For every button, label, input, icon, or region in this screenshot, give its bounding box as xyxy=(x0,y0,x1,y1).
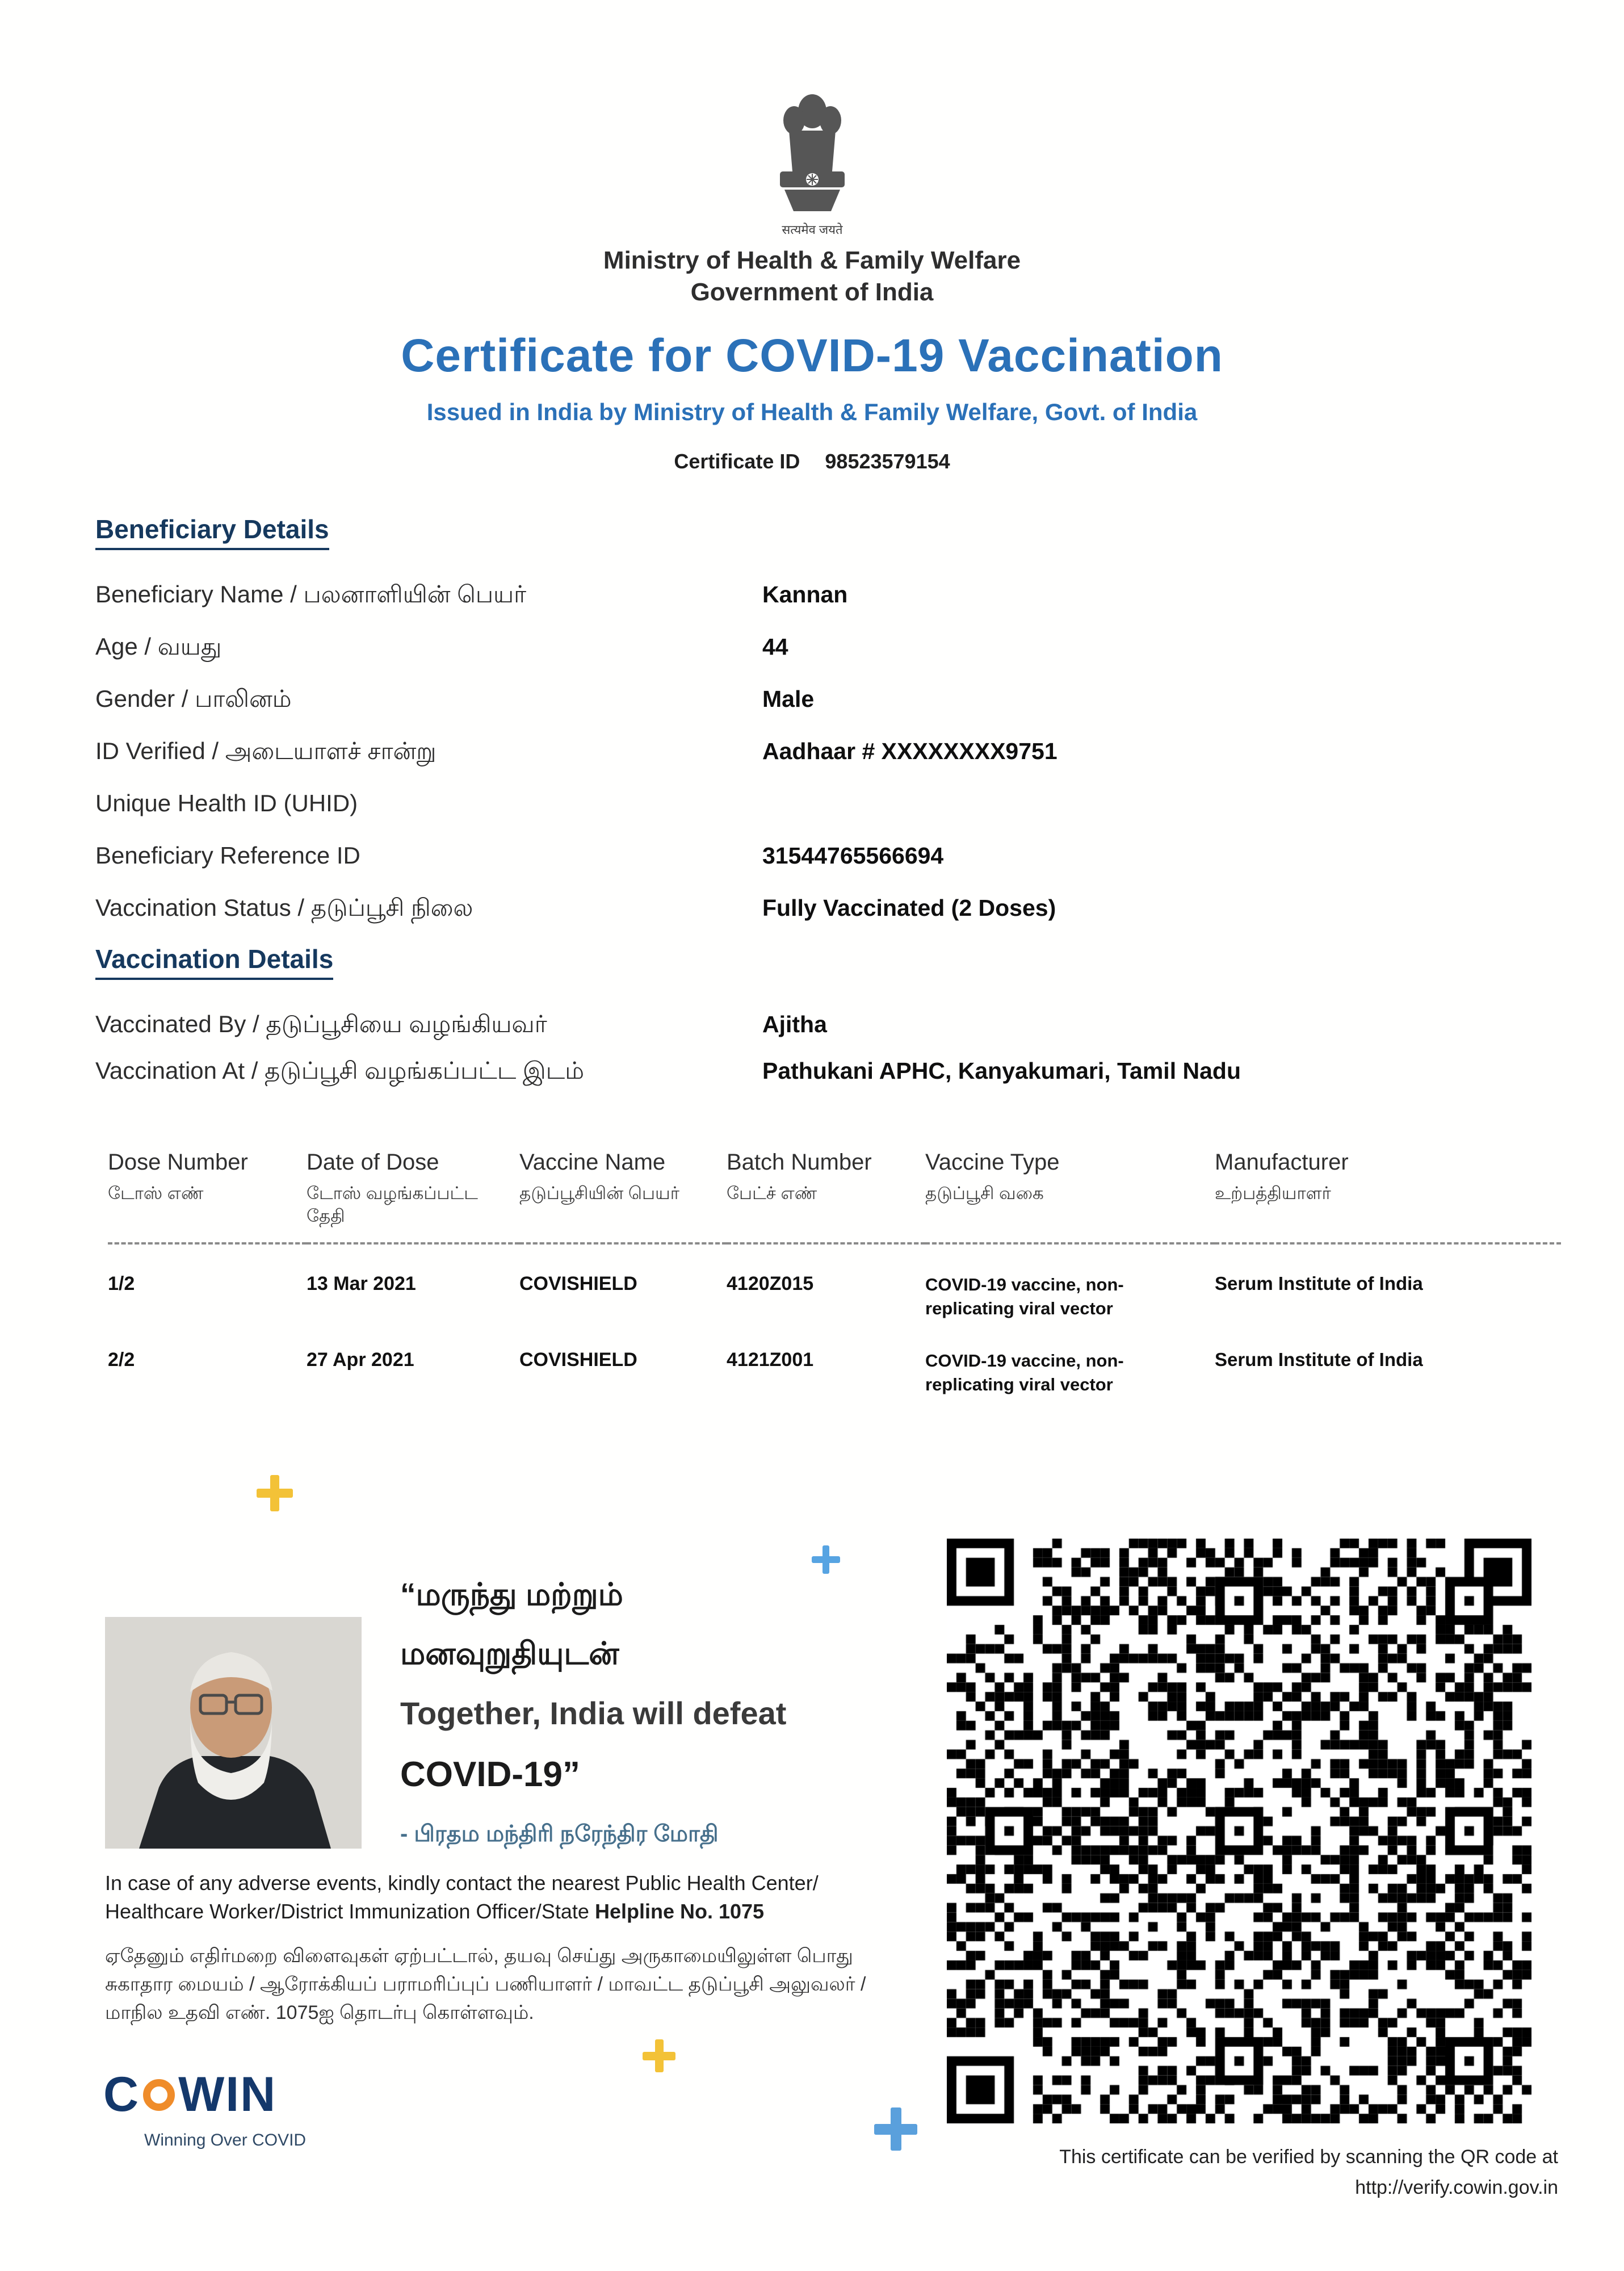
cowin-tagline: Winning Over COVID xyxy=(144,2131,307,2150)
field-value: Male xyxy=(762,686,815,712)
quote-tamil-line1: “மருந்து மற்றும் xyxy=(400,1577,623,1612)
vaccinated-by-row xyxy=(95,1011,1556,1057)
col-label-ta: பேட்ச் எண் xyxy=(727,1183,817,1203)
vaccine-name-cell: COVISHIELD xyxy=(519,1273,637,1294)
field-label: Age / வயது xyxy=(95,633,222,660)
col-label-en: Vaccine Name xyxy=(519,1150,666,1175)
cowin-logo-c: C xyxy=(103,2067,140,2122)
dose-number-cell: 2/2 xyxy=(108,1349,135,1371)
vaccine-type-cell: COVID-19 vaccine, non-replicating viral vector xyxy=(925,1351,1124,1394)
vaccination-details-section xyxy=(95,944,1556,1104)
pm-modi-photo xyxy=(105,1617,362,1851)
field-label: Beneficiary Name / பலனாளியின் பெயர் xyxy=(95,581,527,607)
cowin-logo xyxy=(103,2067,306,2150)
cowin-logo-o-ring-icon xyxy=(143,2079,175,2111)
field-value: 44 xyxy=(762,634,788,660)
dose-number-cell: 1/2 xyxy=(108,1273,135,1294)
col-label-ta: தடுப்பூசியின் பெயர் xyxy=(519,1183,679,1203)
field-label: Vaccinated By / தடுப்பூசியை வழங்கியவர் xyxy=(95,1011,547,1037)
certificate-title: Certificate for COVID-19 Vaccination xyxy=(401,330,1223,382)
vaccine-type-cell: COVID-19 vaccine, non-replicating viral vector xyxy=(925,1275,1124,1318)
quote-english-line2: COVID-19” xyxy=(400,1755,580,1794)
verify-line1: This certificate can be verified by scanning the QR code at xyxy=(1059,2146,1558,2168)
dose-row-2 xyxy=(108,1321,1561,1397)
quote-attribution: - பிரதம மந்திரி நரேந்திர மோதி xyxy=(400,1821,719,1846)
field-value: Ajitha xyxy=(762,1011,827,1037)
vaccine-name-cell: COVISHIELD xyxy=(519,1349,637,1371)
field-value: Kannan xyxy=(762,581,848,607)
dose-date-cell: 27 Apr 2021 xyxy=(307,1349,414,1371)
id-verified-row xyxy=(95,738,1556,790)
adverse-line2: Healthcare Worker/District Immunization Officer/State xyxy=(105,1900,595,1923)
col-label-ta: டோஸ் வழங்கப்பட்ட தேதி xyxy=(307,1183,478,1226)
col-dose-number xyxy=(108,1150,307,1243)
beneficiary-details-section xyxy=(95,514,1556,946)
field-value: Pathukani APHC, Kanyakumari, Tamil Nadu xyxy=(762,1058,1241,1084)
batch-number-cell: 4120Z015 xyxy=(727,1273,814,1294)
vaccinated-at-row xyxy=(95,1057,1556,1104)
col-label-ta: டோஸ் எண் xyxy=(108,1183,204,1203)
dose-table xyxy=(108,1150,1561,1397)
col-label-en: Manufacturer xyxy=(1215,1150,1349,1175)
col-vaccine-name xyxy=(519,1150,727,1243)
col-vaccine-type xyxy=(925,1150,1215,1243)
beneficiary-details-heading: Beneficiary Details xyxy=(95,514,329,550)
field-value: Fully Vaccinated (2 Doses) xyxy=(762,895,1056,921)
col-label-en: Dose Number xyxy=(108,1150,248,1175)
certificate-subtitle: Issued in India by Ministry of Health & Family Welfare, Govt. of India xyxy=(426,399,1198,425)
reference-id-row xyxy=(95,842,1556,894)
plus-decoration-yellow xyxy=(643,2039,675,2072)
masthead xyxy=(0,85,1624,308)
ministry-line: Ministry of Health & Family Welfare xyxy=(603,246,1021,274)
col-label-ta: தடுப்பூசி வகை xyxy=(925,1183,1044,1203)
beneficiary-name-row xyxy=(95,581,1556,633)
manufacturer-cell: Serum Institute of India xyxy=(1215,1273,1423,1294)
verify-url: http://verify.cowin.gov.in xyxy=(1355,2177,1558,2198)
adverse-events-note-tamil: ஏதேனும் எதிர்மறை விளைவுகள் ஏற்பட்டால், தயவு செய்து அருகாமையிலுள்ள பொது சுகாதார மையம் / ஆரோக்கியப் பராமரிப்புப் பணியாளர் / மாவட்ட தடுப்பூசி அலுவலர் / மாநில உதவி எண். 1075ஐ தொடர்பு கொள்ளவும். xyxy=(105,1945,866,2023)
pm-quote-block xyxy=(400,1565,962,1850)
india-national-emblem-icon xyxy=(764,85,861,242)
vaccination-details-heading: Vaccination Details xyxy=(95,944,333,980)
col-date-of-dose xyxy=(307,1150,519,1243)
col-label-en: Batch Number xyxy=(727,1150,872,1175)
certificate-id-label: Certificate ID xyxy=(674,450,800,473)
col-label-en: Vaccine Type xyxy=(925,1150,1060,1175)
age-row xyxy=(95,633,1556,685)
helpline-number: Helpline No. 1075 xyxy=(594,1900,765,1923)
vaccination-status-row xyxy=(95,894,1556,946)
field-label: Vaccination At / தடுப்பூசி வழங்கப்பட்ட இடம் xyxy=(95,1057,584,1084)
field-label: Vaccination Status / தடுப்பூசி நிலை xyxy=(95,894,473,921)
qr-code xyxy=(947,1539,1531,2123)
certificate-id-value: 98523579154 xyxy=(825,450,950,473)
field-label: Unique Health ID (UHID) xyxy=(95,790,358,816)
plus-decoration-yellow xyxy=(257,1475,293,1511)
manufacturer-cell: Serum Institute of India xyxy=(1215,1349,1423,1370)
field-value: Aadhaar # XXXXXXXX9751 xyxy=(762,738,1058,764)
batch-number-cell: 4121Z001 xyxy=(727,1349,814,1371)
quote-tamil-line2: மனவுறுதியுடன் xyxy=(400,1636,619,1671)
col-batch-number xyxy=(727,1150,925,1243)
dose-table-header-row xyxy=(108,1150,1561,1243)
certificate-id-line xyxy=(0,450,1624,474)
adverse-events-note xyxy=(105,1869,871,1926)
col-manufacturer xyxy=(1215,1150,1561,1243)
field-label: Gender / பாலினம் xyxy=(95,685,292,712)
dose-date-cell: 13 Mar 2021 xyxy=(307,1273,416,1294)
field-label: ID Verified / அடையாளச் சான்று xyxy=(95,738,437,764)
field-value: 31544765566694 xyxy=(762,843,944,869)
adverse-line1: In case of any adverse events, kindly contact the nearest Public Health Center/ xyxy=(105,1871,819,1895)
government-line: Government of India xyxy=(690,278,934,306)
cowin-logo-win: WIN xyxy=(178,2067,277,2122)
verify-note xyxy=(820,2142,1558,2203)
col-label-en: Date of Dose xyxy=(307,1150,439,1175)
field-label: Beneficiary Reference ID xyxy=(95,842,360,869)
emblem-motto: सत्यमेव जयते xyxy=(781,223,843,237)
quote-english-line1: Together, India will defeat xyxy=(400,1695,787,1731)
gender-row xyxy=(95,685,1556,738)
col-label-ta: உற்பத்தியாளர் xyxy=(1215,1183,1331,1203)
dose-row-1 xyxy=(108,1243,1561,1321)
uhid-row xyxy=(95,790,1556,842)
